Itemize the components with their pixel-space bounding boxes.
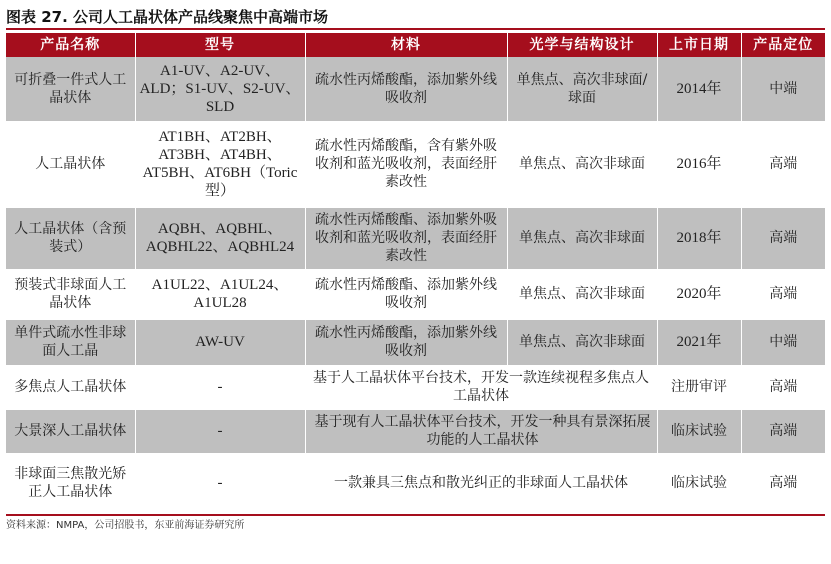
cell-launch-date: 临床试验 bbox=[657, 453, 741, 513]
cell-material: 疏水性丙烯酸酯，添加紫外线吸收剂 bbox=[305, 57, 507, 121]
cell-product-name: 单件式疏水性非球面人工晶 bbox=[6, 319, 135, 365]
table-row bbox=[6, 409, 825, 453]
cell-launch-date: 2021年 bbox=[657, 319, 741, 365]
table-bottom-rule bbox=[6, 514, 825, 516]
header-product-name: 产品名称 bbox=[6, 33, 135, 57]
cell-positioning: 高端 bbox=[741, 121, 825, 207]
header-launch-date: 上市日期 bbox=[657, 33, 741, 57]
table-row bbox=[6, 121, 825, 207]
cell-material: 疏水性丙烯酸酯、添加紫外吸收剂和蓝光吸收剂，表面经肝素改性 bbox=[305, 207, 507, 269]
table-row bbox=[6, 269, 825, 319]
cell-material: 疏水性丙烯酸酯、添加紫外线吸收剂 bbox=[305, 269, 507, 319]
table-row bbox=[6, 207, 825, 269]
cell-positioning: 高端 bbox=[741, 269, 825, 319]
cell-launch-date: 注册审评 bbox=[657, 365, 741, 409]
cell-material: 疏水性丙烯酸酯，添加紫外线吸收剂 bbox=[305, 319, 507, 365]
cell-model: - bbox=[135, 409, 305, 453]
cell-product-name: 人工晶状体 bbox=[6, 121, 135, 207]
product-table bbox=[6, 33, 825, 514]
cell-model: A1-UV、A2-UV、ALD；S1-UV、S2-UV、SLD bbox=[135, 57, 305, 121]
cell-model: - bbox=[135, 365, 305, 409]
cell-material-design-merged: 基于现有人工晶状体平台技术，开发一种具有景深拓展功能的人工晶状体 bbox=[305, 409, 657, 453]
cell-design: 单焦点、高次非球面 bbox=[507, 207, 657, 269]
cell-model: AT1BH、AT2BH、AT3BH、AT4BH、AT5BH、AT6BH（Toric型） bbox=[135, 121, 305, 207]
cell-design: 单焦点、高次非球面/球面 bbox=[507, 57, 657, 121]
cell-design: 单焦点、高次非球面 bbox=[507, 319, 657, 365]
cell-positioning: 中端 bbox=[741, 57, 825, 121]
table-row bbox=[6, 319, 825, 365]
header-positioning: 产品定位 bbox=[741, 33, 825, 57]
cell-launch-date: 2016年 bbox=[657, 121, 741, 207]
cell-launch-date: 2018年 bbox=[657, 207, 741, 269]
cell-product-name: 可折叠一件式人工晶状体 bbox=[6, 57, 135, 121]
cell-positioning: 高端 bbox=[741, 365, 825, 409]
cell-model: AW-UV bbox=[135, 319, 305, 365]
cell-launch-date: 临床试验 bbox=[657, 409, 741, 453]
cell-positioning: 高端 bbox=[741, 453, 825, 513]
cell-product-name: 预装式非球面人工晶状体 bbox=[6, 269, 135, 319]
cell-positioning: 中端 bbox=[741, 319, 825, 365]
cell-model: A1UL22、A1UL24、A1UL28 bbox=[135, 269, 305, 319]
cell-material-design-merged: 一款兼具三焦点和散光纠正的非球面人工晶状体 bbox=[305, 453, 657, 513]
cell-product-name: 大景深人工晶状体 bbox=[6, 409, 135, 453]
header-design: 光学与结构设计 bbox=[507, 33, 657, 57]
cell-material-design-merged: 基于人工晶状体平台技术，开发一款连续视程多焦点人工晶状体 bbox=[305, 365, 657, 409]
cell-model: - bbox=[135, 453, 305, 513]
source-note: 资料来源：NMPA，公司招股书，东亚前海证券研究所 bbox=[6, 520, 245, 531]
table-row bbox=[6, 57, 825, 121]
header-model: 型号 bbox=[135, 33, 305, 57]
cell-product-name: 人工晶状体（含预装式） bbox=[6, 207, 135, 269]
cell-model: AQBH、AQBHL、AQBHL22、AQBHL24 bbox=[135, 207, 305, 269]
cell-product-name: 非球面三焦散光矫正人工晶状体 bbox=[6, 453, 135, 513]
cell-positioning: 高端 bbox=[741, 409, 825, 453]
cell-product-name: 多焦点人工晶状体 bbox=[6, 365, 135, 409]
header-material: 材料 bbox=[305, 33, 507, 57]
table-row bbox=[6, 365, 825, 409]
table-header-row bbox=[6, 33, 825, 57]
cell-material: 疏水性丙烯酸酯，含有紫外吸收剂和蓝光吸收剂，表面经肝素改性 bbox=[305, 121, 507, 207]
figure-title: 图表 27. 公司人工晶状体产品线聚焦中高端市场 bbox=[6, 6, 825, 30]
table-row bbox=[6, 453, 825, 513]
cell-launch-date: 2014年 bbox=[657, 57, 741, 121]
cell-design: 单焦点、高次非球面 bbox=[507, 121, 657, 207]
cell-positioning: 高端 bbox=[741, 207, 825, 269]
cell-design: 单焦点、高次非球面 bbox=[507, 269, 657, 319]
cell-launch-date: 2020年 bbox=[657, 269, 741, 319]
